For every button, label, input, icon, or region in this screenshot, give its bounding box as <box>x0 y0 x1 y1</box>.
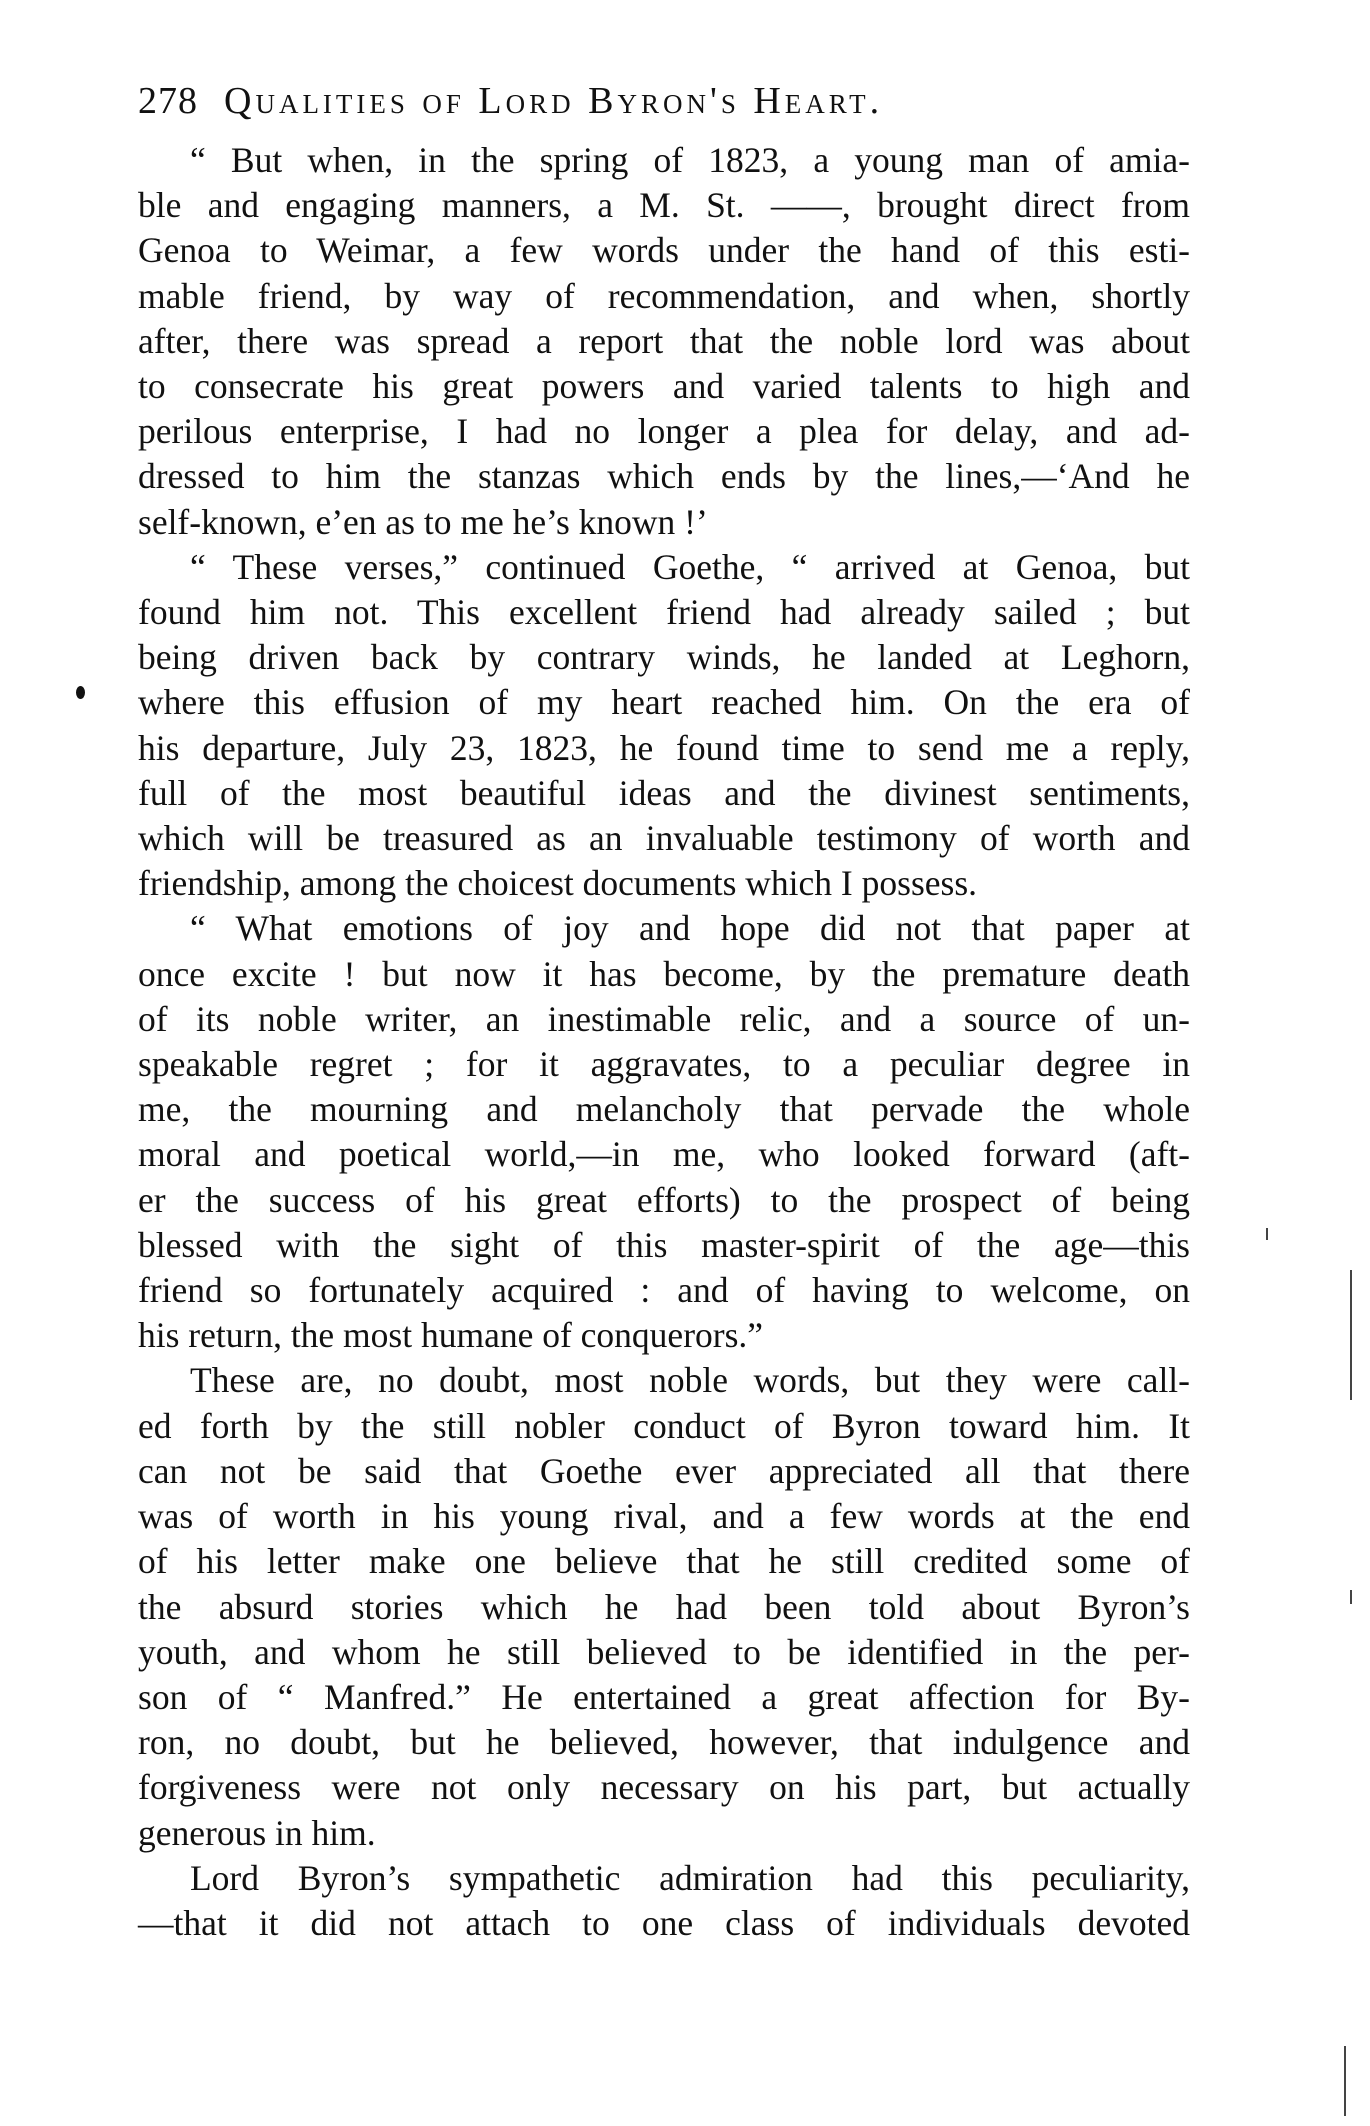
text-line: youth, and whom he still believed to be identified in the per- <box>138 1631 1190 1672</box>
text-line: full of the most beautiful ideas and the divinest sentiments, <box>138 772 1190 813</box>
text-line: “ But when, in the spring of 1823, a young man of amia- <box>190 140 1190 180</box>
ink-mark <box>1350 1590 1352 1604</box>
text-line: ron, no doubt, but he believed, however, that indulgence and <box>138 1722 1190 1763</box>
margin-line <box>1344 2046 1346 2116</box>
text-line: blessed with the sight of this master-spirit of the age—this <box>138 1224 1190 1265</box>
text-line: found him not. This excellent friend had already sailed ; but <box>138 592 1190 633</box>
text-line: Lord Byron’s sympathetic admiration had this peculiarity, <box>190 1857 1190 1898</box>
text-line: his return, the most humane of conquerors.” <box>138 1315 764 1356</box>
text-line: “ These verses,” continued Goethe, “ arrived at Genoa, but <box>190 546 1190 587</box>
text-line: to consecrate his great powers and varied talents to high and <box>138 366 1190 407</box>
margin-line <box>1350 1270 1352 1400</box>
text-line: the absurd stories which he had been told about Byron’s <box>138 1586 1190 1627</box>
text-line: These are, no doubt, most noble words, but they were call- <box>190 1360 1190 1401</box>
ink-spot <box>76 686 85 699</box>
running-head <box>138 78 1190 124</box>
text-line: being driven back by contrary winds, he landed at Leghorn, <box>138 637 1190 678</box>
page-title: Qualities of Lord Byron's Heart. <box>224 80 884 122</box>
text-line: Genoa to Weimar, a few words under the hand of this esti- <box>138 230 1190 271</box>
text-line: dressed to him the stanzas which ends by the lines,—‘And he <box>138 456 1190 497</box>
text-line: “ What emotions of joy and hope did not that paper at <box>190 908 1190 949</box>
paragraph <box>138 138 1190 545</box>
text-line: ed forth by the still nobler conduct of Byron toward him. It <box>138 1405 1190 1446</box>
text-line: perilous enterprise, I had no longer a plea for delay, and ad- <box>138 411 1190 452</box>
text-line: after, there was spread a report that the noble lord was about <box>138 320 1190 361</box>
text-line: of its noble writer, an inestimable relic, and a source of un- <box>138 998 1190 1039</box>
text-line: speakable regret ; for it aggravates, to a peculiar degree in <box>138 1044 1190 1085</box>
text-line: me, the mourning and melancholy that pervade the whole <box>138 1089 1190 1130</box>
text-line: generous in him. <box>138 1812 376 1853</box>
text-line: was of worth in his young rival, and a few words at the end <box>138 1496 1190 1537</box>
text-line: his departure, July 23, 1823, he found time to send me a reply, <box>138 727 1190 768</box>
text-line: forgiveness were not only necessary on his part, but actually <box>138 1767 1190 1808</box>
paragraph <box>138 1358 1190 1855</box>
paragraph <box>138 545 1190 907</box>
page-number: 278 <box>138 80 198 122</box>
text-line: ble and engaging manners, a M. St. ——, brought direct from <box>138 185 1190 226</box>
text-line: son of “ Manfred.” He entertained a great affection for By- <box>138 1676 1190 1717</box>
text-line: once excite ! but now it has become, by the premature death <box>138 953 1190 994</box>
body-text <box>138 138 1190 1946</box>
paragraph <box>138 906 1190 1358</box>
text-line: where this effusion of my heart reached him. On the era of <box>138 682 1190 723</box>
text-line: can not be said that Goethe ever appreciated all that there <box>138 1450 1190 1491</box>
text-line: of his letter make one believe that he still credited some of <box>138 1541 1190 1582</box>
text-line: moral and poetical world,—in me, who looked forward (aft- <box>138 1134 1190 1175</box>
text-line: mable friend, by way of recommendation, and when, shortly <box>138 275 1190 316</box>
text-line: er the success of his great efforts) to the prospect of being <box>138 1179 1190 1220</box>
ink-mark <box>1266 1228 1268 1240</box>
text-line: which will be treasured as an invaluable testimony of worth and <box>138 818 1190 859</box>
paragraph <box>138 1856 1190 1946</box>
text-line: friend so fortunately acquired : and of having to welcome, on <box>138 1270 1190 1311</box>
text-line: friendship, among the choicest documents which I possess. <box>138 863 978 904</box>
book-page <box>138 78 1190 1946</box>
text-line: —that it did not attach to one class of individuals devoted <box>138 1902 1190 1943</box>
text-line: self-known, e’en as to me he’s known !’ <box>138 501 708 542</box>
